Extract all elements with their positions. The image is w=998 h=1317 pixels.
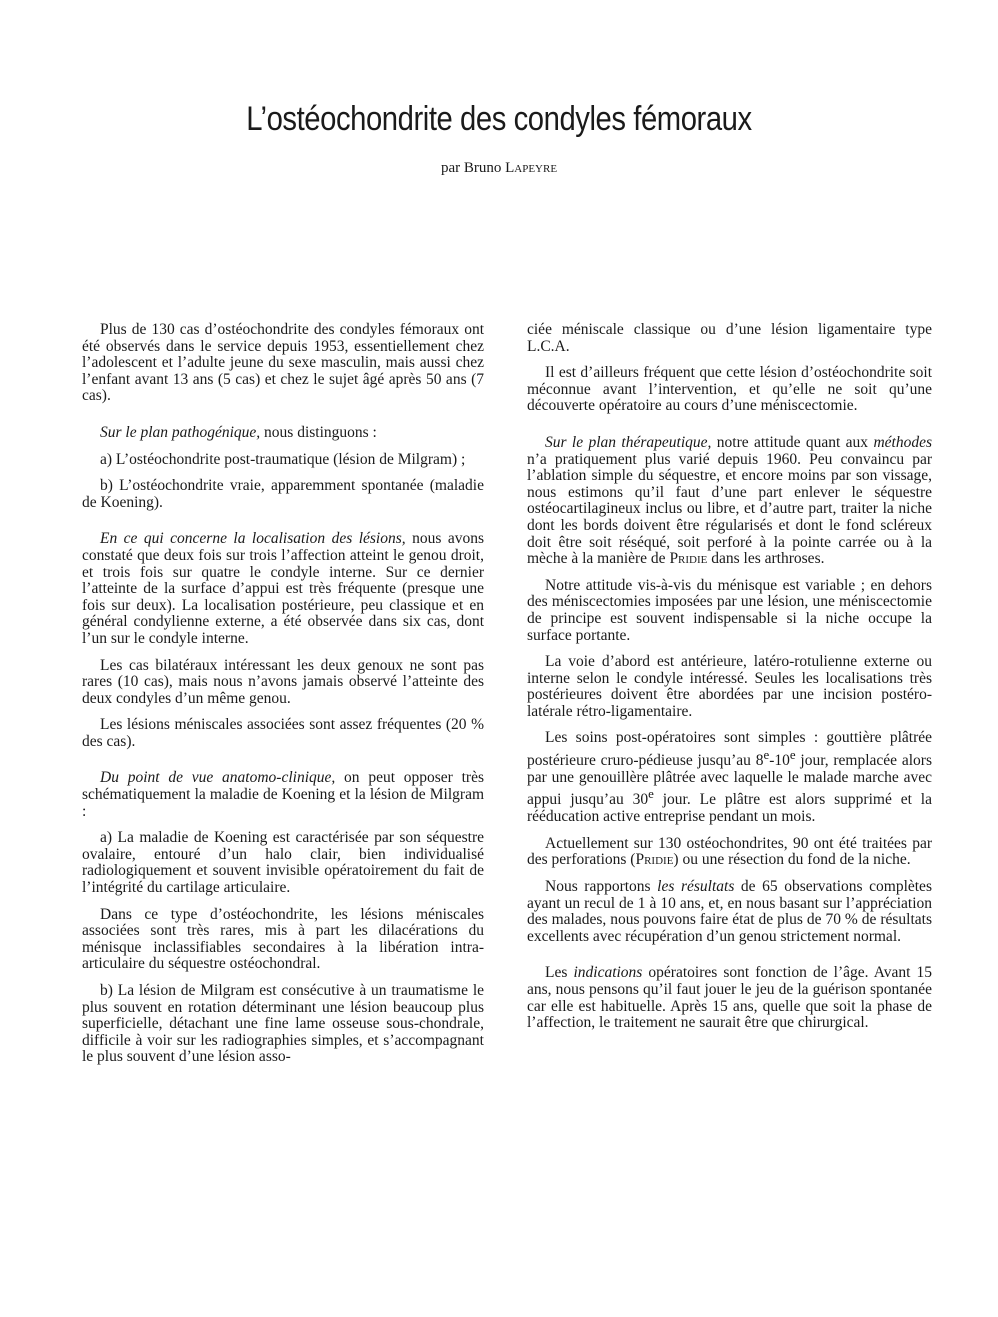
- text: opératoires sont fonction de l’âge. Avant 15 ans, nous pensons qu’il faut jouer le jeu de la guérison spontanée car elle est habituelle. Après 15 ans, quelle que soit la phase de l’affection, le traitement ne saurait être que chirurgical.: [527, 964, 932, 1032]
- paragraph: b) La lésion de Milgram est consécutive à un traumatisme le plus souvent en rotation déterminant une lésion beaucoup plus superficielle, détachant une fine lame osseuse sous-chondrale, difficile à voir sur les radiographies simples, et s’accompagnant le plus souvent d’une lésion asso-: [82, 982, 484, 1066]
- text: n’a pratiquement plus varié depuis 1960. Peu convaincu par l’ablation simple du séquestre, et encore moins par son vissage, nous estimons qu’il faut d’une part enlever le séquestre ostéocartilagineux inclus ou libre, et d’autre part, traiter la niche dont les bords doivent être régularisés et dont le fond scléreux doit être soit réséqué, soit perforé à la pointe carrée ou à la mèche à la manière de: [527, 450, 932, 568]
- author-first-name: Bruno: [463, 160, 502, 176]
- paragraph: Il est d’ailleurs fréquent que cette lésion d’ostéochondrite soit méconnue avant l’intervention, et qu’elle ne soit qu’une découverte opératoire au cours d’une méniscectomie.: [527, 364, 932, 415]
- text: Nous rapportons: [545, 877, 658, 895]
- emphasis: les résultats: [657, 877, 735, 895]
- section-lead: Sur le plan pathogénique,: [100, 423, 261, 441]
- author-reference: Pridie: [669, 550, 708, 568]
- text: -10: [769, 752, 790, 770]
- section-lead: En ce qui concerne la localisation des lésions,: [100, 530, 406, 548]
- paragraph: [527, 879, 932, 945]
- text: dans les arthroses.: [707, 550, 825, 568]
- text: Les: [545, 964, 574, 982]
- text: Les soins post-opératoires sont simples : gouttière plâtrée postérieure cruro-pédieuse jusqu’au 8: [527, 729, 932, 770]
- emphasis: méthodes: [873, 433, 932, 451]
- text: ) ou une résection du fond de la niche.: [673, 851, 911, 869]
- text: de 65 observations complètes ayant un recul de 1 à 10 ans, et, en nous basant sur l’appréciation des malades, nous pouvons faire état de plus de 70 % de résultats excellents avec récupération d’un genou strictement normal.: [527, 877, 932, 945]
- paragraph: [82, 531, 484, 647]
- text: jour. Le plâtre est alors supprimé et la rééducation active entreprise pendant un mois.: [527, 791, 932, 826]
- paragraph: b) L’ostéochondrite vraie, apparemment spontanée (maladie de Koening).: [82, 477, 484, 511]
- section-lead: Sur le plan thérapeutique,: [545, 433, 712, 451]
- paragraph: Notre attitude vis-à-vis du ménisque est variable ; en dehors des méniscectomies imposées par une lésion, une méniscectomie de principe est souvent indispensable si la niche occupe la surface portante.: [527, 576, 932, 644]
- paragraph: [527, 836, 932, 869]
- paragraph: Dans ce type d’ostéochondrite, les lésions méniscales associées sont très rares, mis à part les dilacérations du ménisque inclassifiables secondaires à la libération intra-articulaire du séquestre ostéochondral.: [82, 905, 484, 973]
- article-title: L’ostéochondrite des condyles fémoraux: [246, 100, 752, 138]
- text: notre attitude quant aux: [711, 433, 874, 451]
- author-last-name: Lapeyre: [505, 160, 558, 176]
- text: on peut opposer très schématiquement la maladie de Koening et la lésion de Milgram :: [82, 769, 484, 820]
- paragraph: [82, 425, 484, 442]
- text: nous avons constaté que deux fois sur trois l’affection atteint le genou droit, et trois fois sur quatre le condyle interne. Sur ce dernier l’atteinte de la surface d’appui est très fréquente (presque une fois sur deux). La localisation postérieure, peu classique et en général condylienne externe, a été observée dans six cas, dont l’un sur le condyle interne.: [82, 530, 484, 647]
- paragraph: Les cas bilatéraux intéressant les deux genoux ne sont pas rares (10 cas), mais nous n’avons jamais observé l’atteinte des deux condyles d’un même genou.: [82, 656, 484, 707]
- paragraph: [527, 730, 932, 825]
- paragraph: [527, 965, 932, 1031]
- paragraph: Les lésions méniscales associées sont assez fréquentes (20 % des cas).: [82, 716, 484, 750]
- text: Actuellement sur 130 ostéochondrites, 90 ont été traitées par des perforations (: [527, 834, 932, 869]
- section-lead: Du point de vue anatomo-clinique,: [100, 769, 336, 787]
- superscript: e: [789, 747, 796, 763]
- paragraph: [527, 435, 932, 568]
- text: nous distinguons :: [260, 423, 377, 441]
- superscript: e: [763, 747, 770, 763]
- byline: [0, 160, 998, 177]
- paragraph: [82, 770, 484, 820]
- paragraph: Plus de 130 cas d’ostéochondrite des condyles fémoraux ont été observés dans le service depuis 1953, essentiellement chez l’adolescent et l’adulte jeune du sexe masculin, mais aussi chez l’enfant avant 13 ans (5 cas) et chez le sujet âgé après 50 ans (7 cas).: [82, 321, 484, 405]
- right-column: [527, 322, 932, 1042]
- byline-prefix: par: [440, 160, 461, 176]
- author-reference: Pridie: [635, 851, 674, 869]
- paragraph: a) La maladie de Koening est caractérisée par son séquestre ovalaire, entouré d’un halo clair, bien individualisé radiologiquement et souvent invisible opératoirement du fait de l’intégrité du cartilage articulaire.: [82, 829, 484, 897]
- text: jour, remplacée alors par une genouillère plâtrée avec laquelle le malade marche avec appui jusqu’au 30: [527, 752, 932, 809]
- emphasis: indications: [573, 964, 643, 982]
- superscript: e: [648, 786, 654, 802]
- paragraph: a) L’ostéochondrite post-traumatique (lésion de Milgram) ;: [100, 450, 466, 468]
- left-column: [82, 322, 484, 1076]
- paragraph: ciée méniscale classique ou d’une lésion ligamentaire type L.C.A.: [527, 321, 932, 355]
- paragraph: La voie d’abord est antérieure, latéro-rotulienne externe ou interne selon le condyle intéressé. Seules les localisations très postérieures doivent être abordées par une incision postéro-latérale rétro-ligamentaire.: [527, 653, 932, 720]
